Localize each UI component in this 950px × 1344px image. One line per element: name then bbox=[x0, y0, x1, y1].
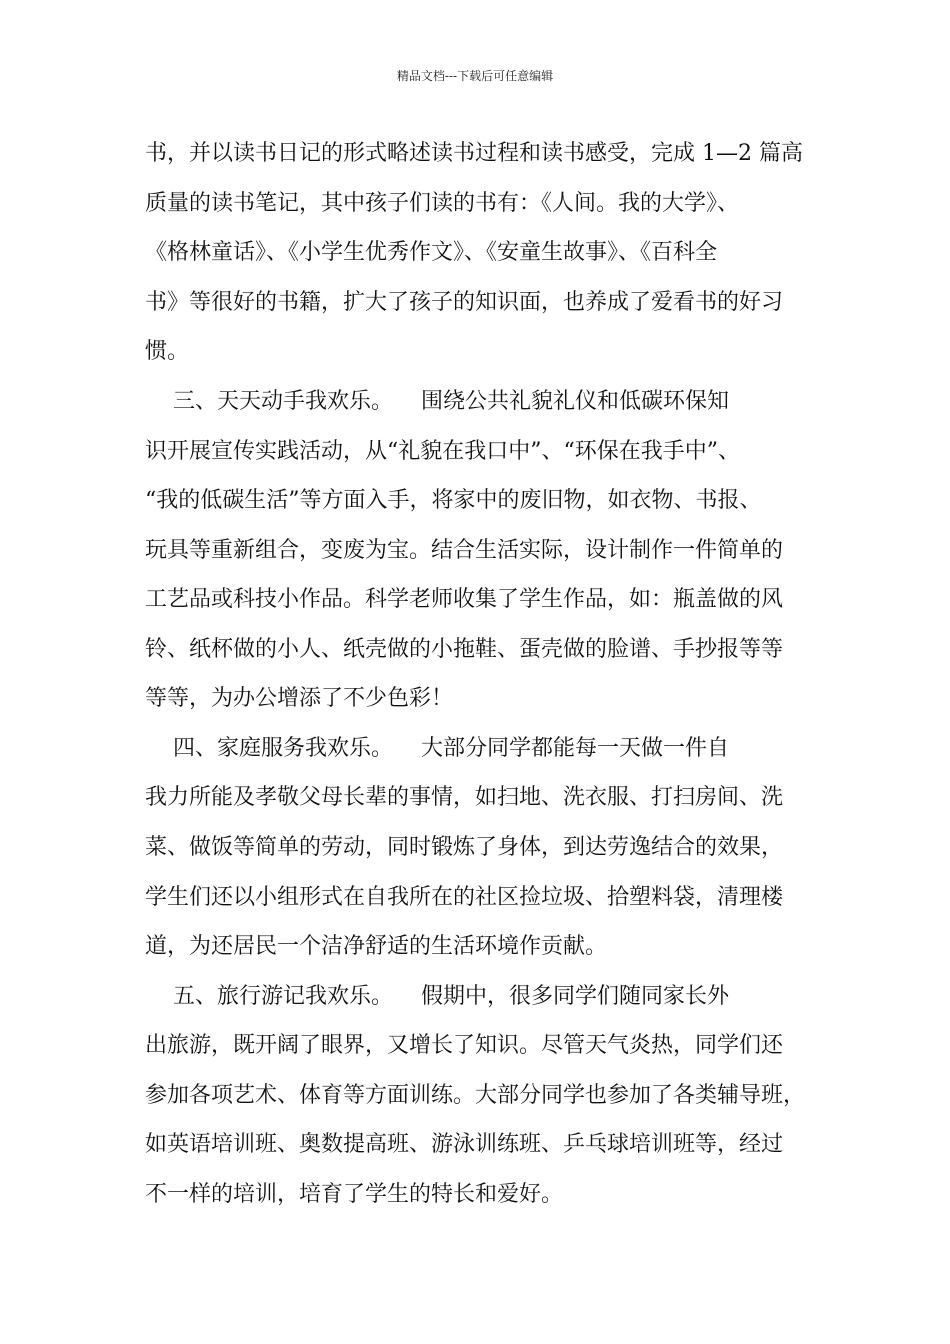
text-line: 书》等很好的书籍，扩大了孩子的知识面，也养成了爱看书的好习 bbox=[145, 290, 784, 315]
text-line: 我力所能及孝敬父母长辈的事情，如扫地、洗衣服、打扫房间、洗 bbox=[145, 785, 784, 810]
section-heading-line: 三、天天动手我欢乐。 围绕公共礼貌礼仪和低碳环保知 bbox=[145, 389, 729, 414]
text-line: 不一样的培训，培育了学生的特长和爱好。 bbox=[145, 1182, 564, 1207]
text-line: 工艺品或科技小作品。科学老师收集了学生作品，如：瓶盖做的风 bbox=[145, 587, 784, 612]
text-line: 等等，为办公增添了不少色彩！ bbox=[145, 686, 454, 711]
text-line: 识开展宣传实践活动，从“礼貌在我口中”、“环保在我手中”、 bbox=[145, 439, 740, 464]
text-line: 菜、做饭等简单的劳动，同时锻炼了身体，到达劳逸结合的效果， bbox=[145, 835, 784, 860]
page-header: 精品文档---下载后可任意编辑 bbox=[396, 69, 554, 83]
text-line: 道，为还居民一个洁净舒适的生活环境作贡献。 bbox=[145, 934, 608, 959]
text-line: 《格林童话》、《小学生优秀作文》、《安童生故事》、《百科全 bbox=[145, 240, 718, 265]
text-line: 如英语培训班、奥数提高班、游泳训练班、乒乓球培训班等，经过 bbox=[145, 1132, 784, 1157]
text-line: 铃、纸杯做的小人、纸壳做的小拖鞋、蛋壳做的脸谱、手抄报等等 bbox=[145, 637, 784, 662]
text-line: 学生们还以小组形式在自我所在的社区捡垃圾、拾塑料袋，清理楼 bbox=[145, 885, 784, 910]
text-line: 质量的读书笔记，其中孩子们读的书有：《人间。我的大学》、 bbox=[145, 191, 740, 216]
text-line: 书，并以读书日记的形式略述读书过程和读书感受，完成 1—2 篇高 bbox=[145, 141, 803, 166]
text-line: 惯。 bbox=[145, 339, 190, 364]
text-line: 出旅游，既开阔了眼界，又增长了知识。尽管天气炎热，同学们还 bbox=[145, 1033, 784, 1058]
text-line: 玩具等重新组合，变废为宝。结合生活实际，设计制作一件简单的 bbox=[145, 538, 784, 563]
section-heading-line: 四、家庭服务我欢乐。 大部分同学都能每一天做一件自 bbox=[145, 736, 729, 761]
section-heading-line: 五、旅行游记我欢乐。 假期中，很多同学们随同家长外 bbox=[145, 984, 729, 1009]
text-line: “我的低碳生活”等方面入手，将家中的废旧物，如衣物、书报、 bbox=[145, 488, 762, 513]
text-line: 参加各项艺术、体育等方面训练。大部分同学也参加了各类辅导班， bbox=[145, 1083, 806, 1108]
